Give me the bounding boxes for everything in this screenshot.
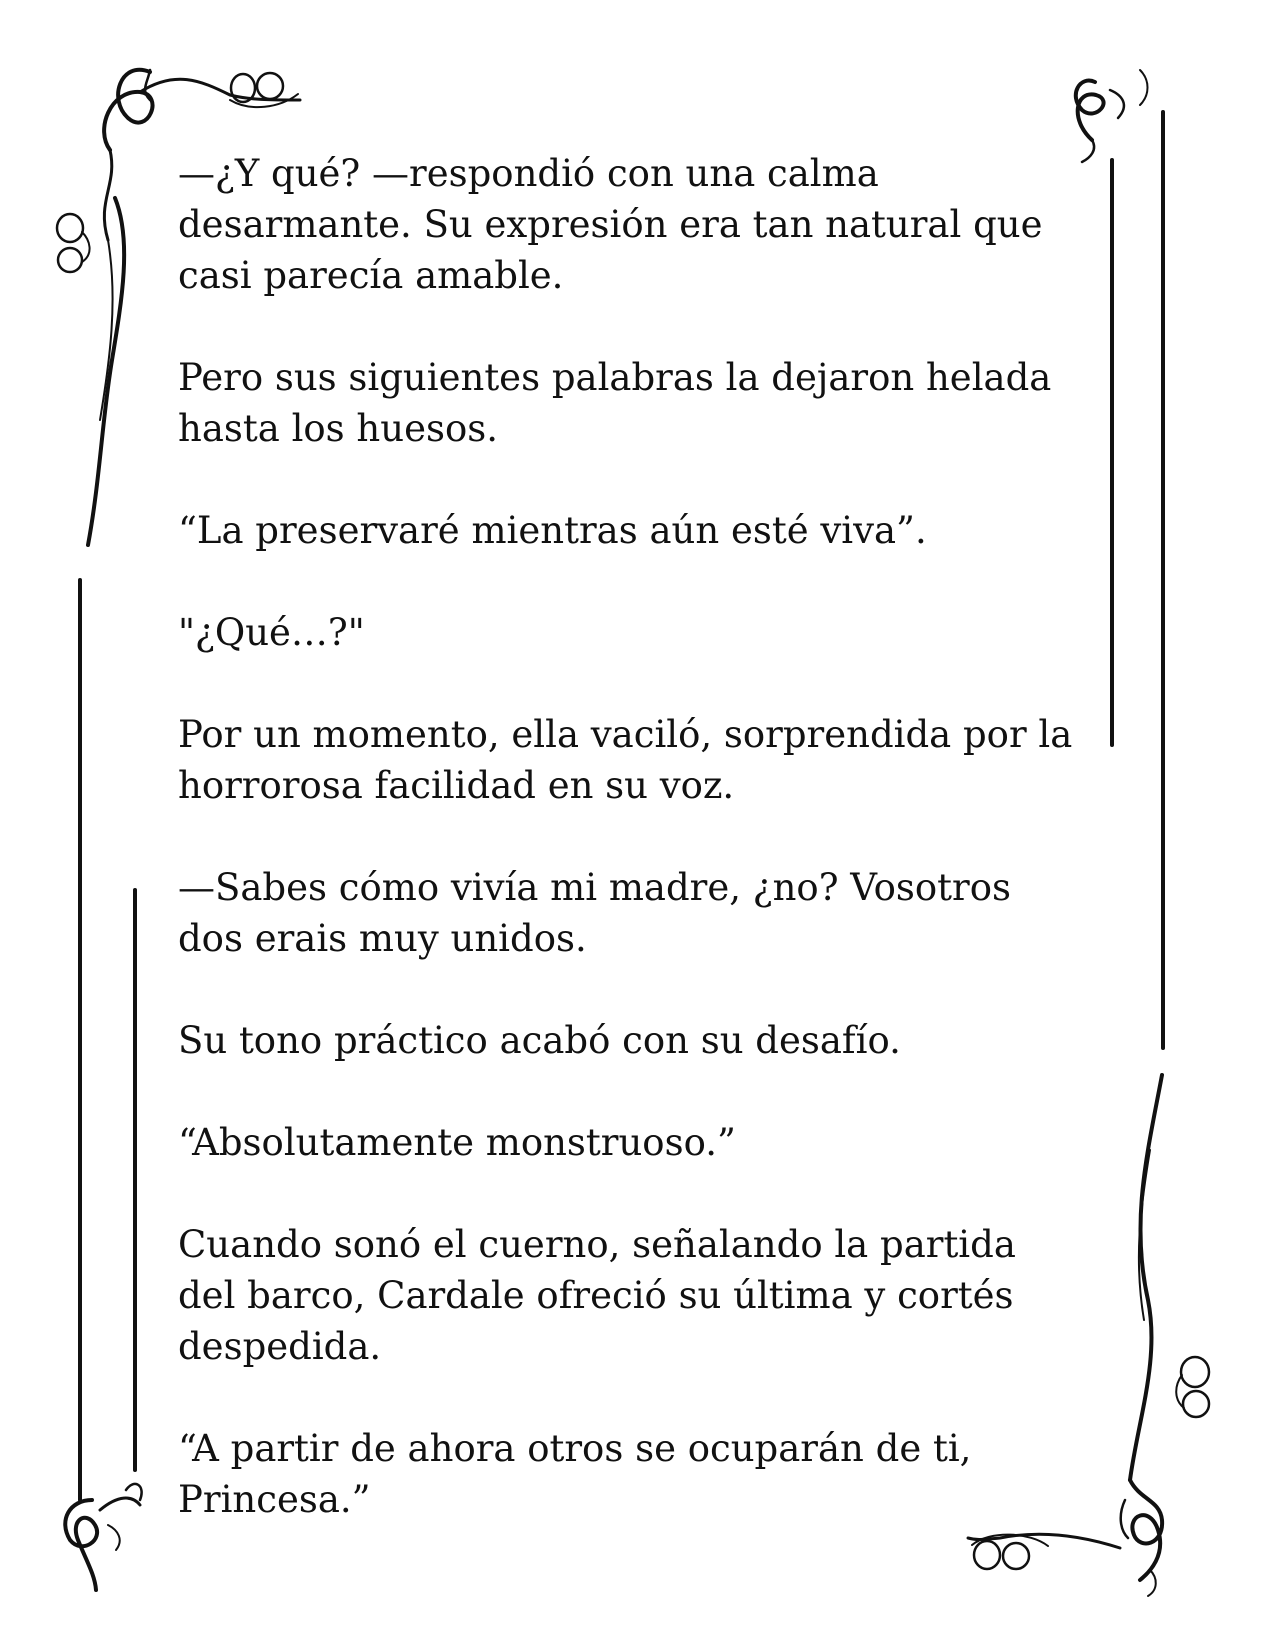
paragraph: “A partir de ahora otros se ocuparán de ti, Princesa.”: [178, 1427, 972, 1521]
paragraph: —¿Y qué? —respondió con una calma desarmante. Su expresión era tan natural que casi parecía amable.: [178, 152, 1043, 297]
paragraph: —Sabes cómo vivía mi madre, ¿no? Vosotros dos erais muy unidos.: [178, 866, 1011, 960]
paragraph: “Absolutamente monstruoso.”: [178, 1121, 736, 1164]
paragraph: "¿Qué…?": [178, 611, 365, 654]
right-lower-curve-icon: [1130, 1075, 1162, 1480]
paragraph: Cuando sonó el cuerno, señalando la partida del barco, Cardale ofreció su última y cortés despedida.: [178, 1223, 1016, 1368]
paragraph: Pero sus siguientes palabras la dejaron helada hasta los huesos.: [178, 356, 1052, 450]
paragraph: Por un momento, ella vaciló, sorprendida por la horrorosa facilidad en su voz.: [178, 713, 1073, 807]
corner-flourish-bottom-left-icon: [65, 1484, 141, 1590]
paragraph: Su tono práctico acabó con su desafío.: [178, 1019, 901, 1062]
paragraph: “La preservaré mientras aún esté viva”.: [178, 509, 927, 552]
story-text: [178, 148, 1098, 1525]
